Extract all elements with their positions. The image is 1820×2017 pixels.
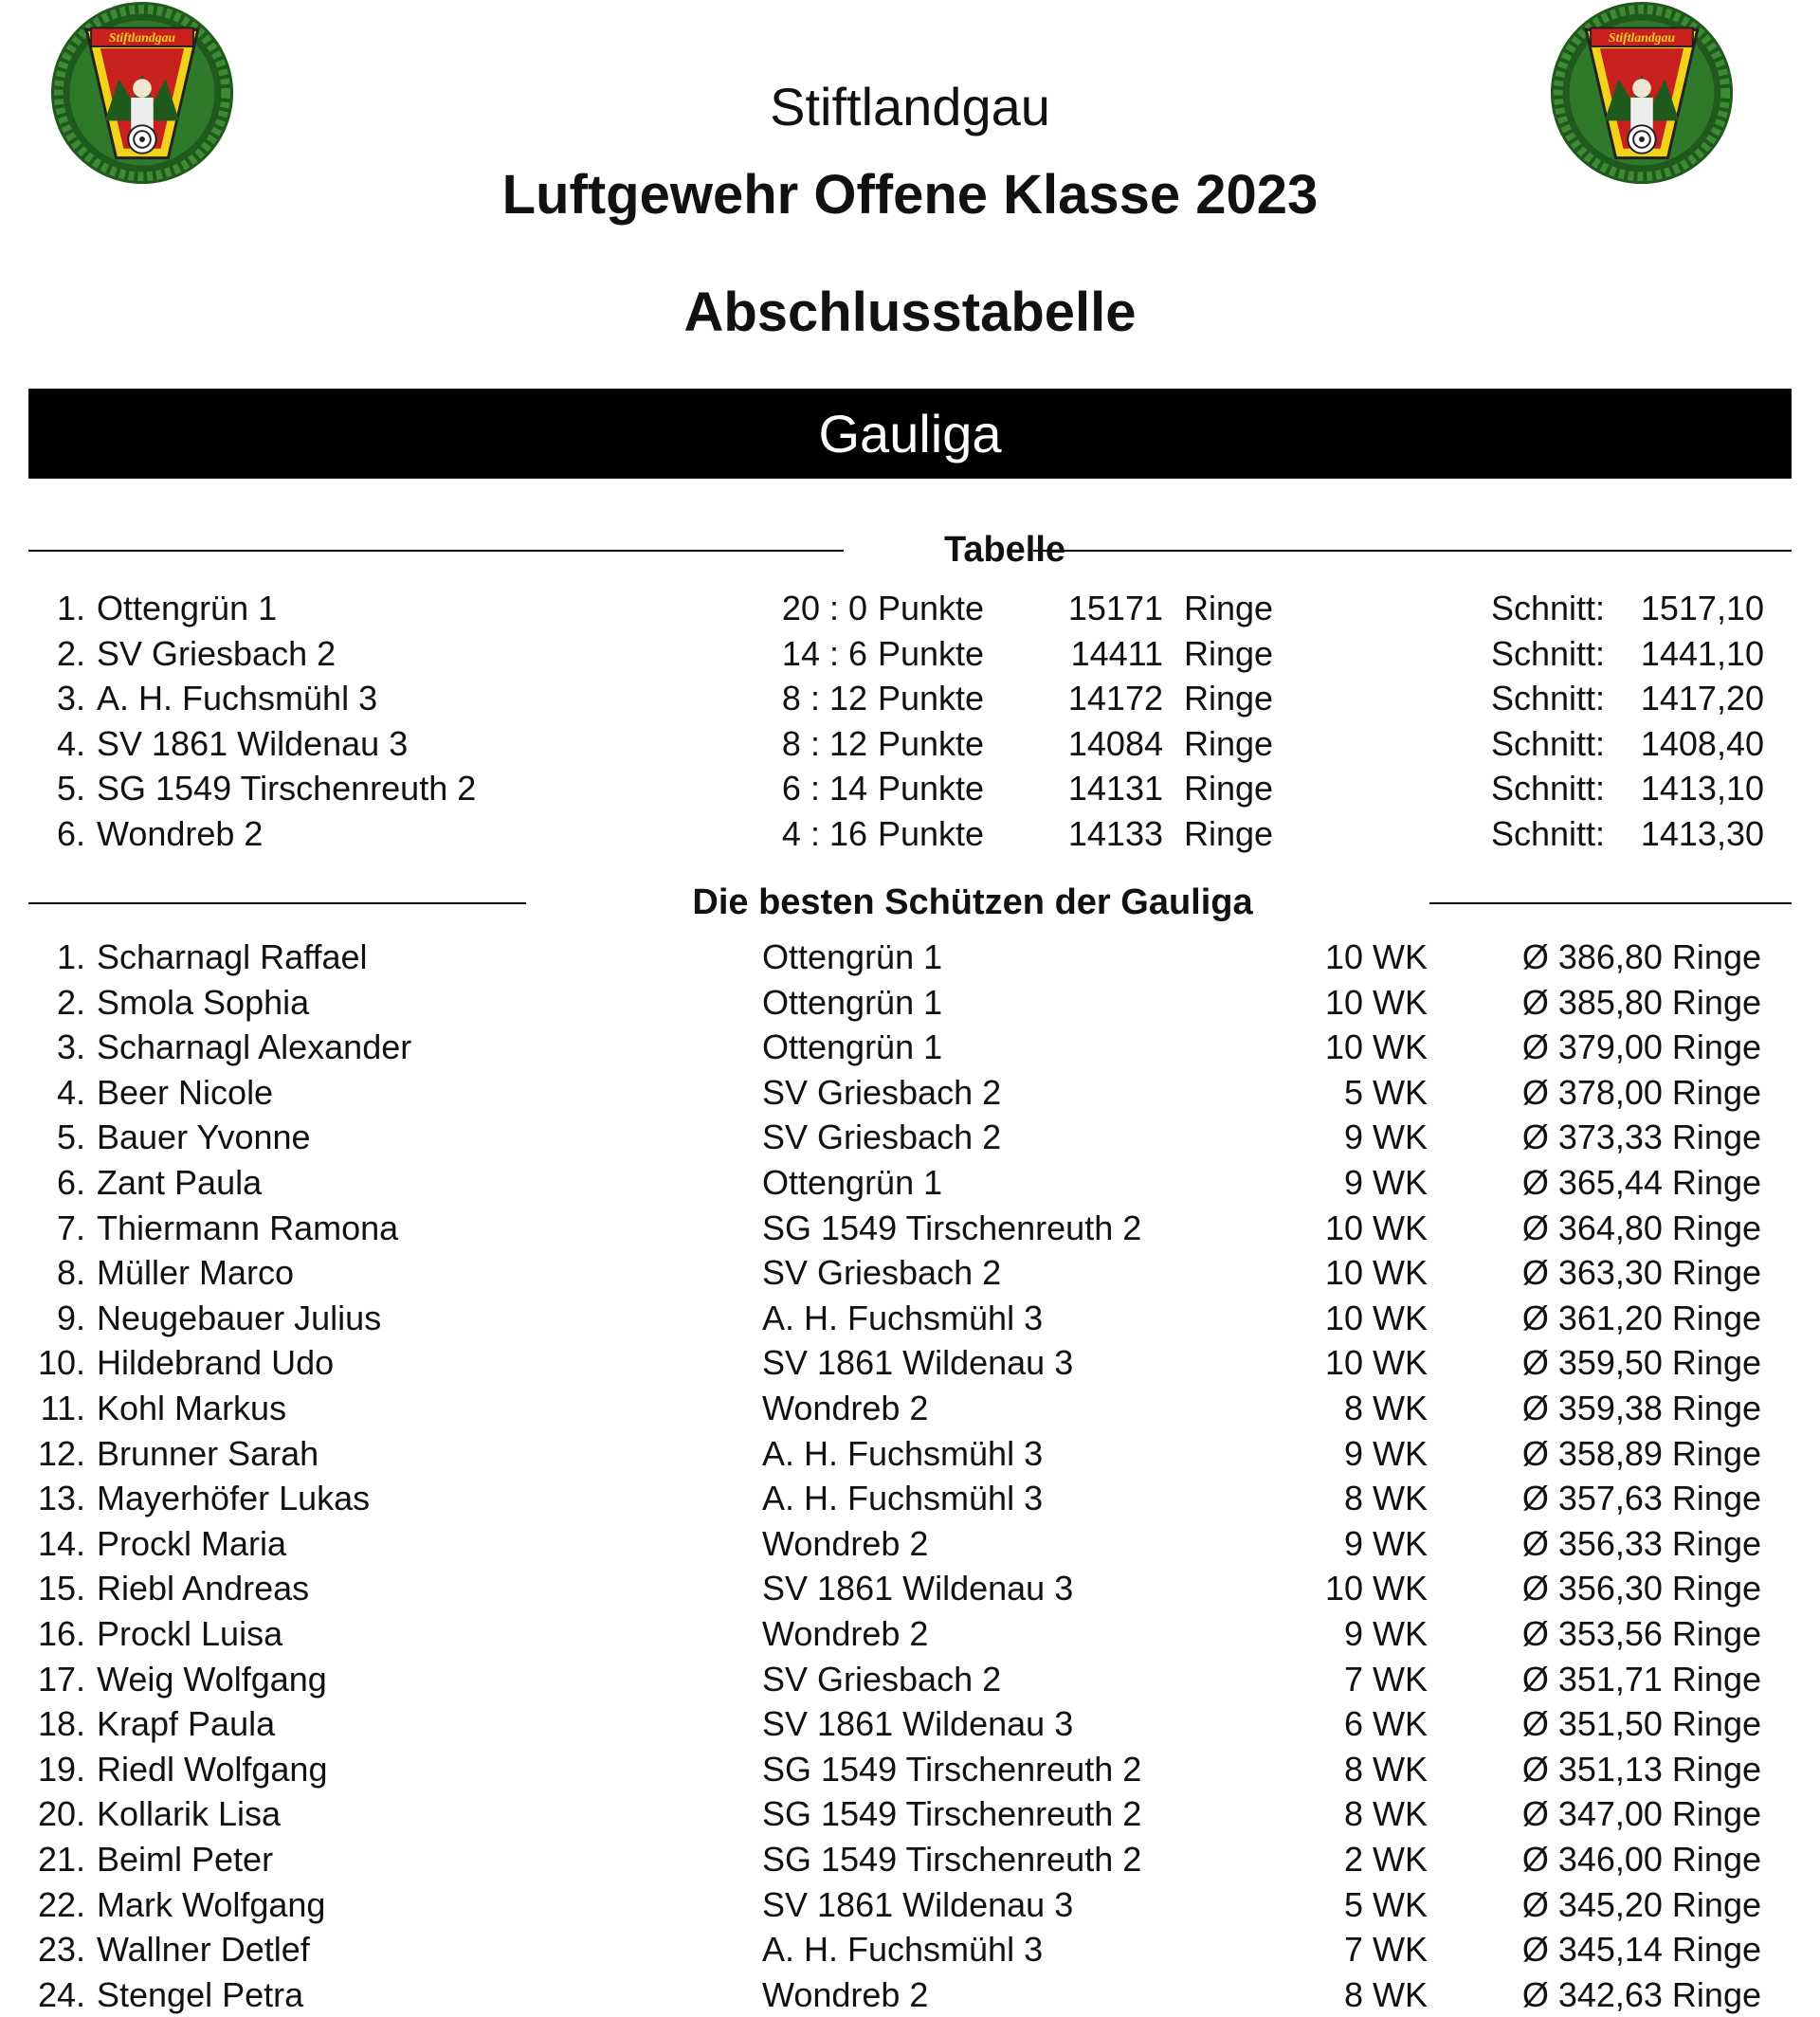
standings-heading: Tabelle	[943, 530, 1066, 570]
shooter-row	[0, 1025, 1820, 1069]
shooter-average: Ø 361,20 Ringe	[1521, 1298, 1761, 1337]
shooter-row	[0, 1160, 1820, 1205]
shooter-name: Mark Wolfgang	[97, 1884, 326, 1924]
shooter-competitions: 8 WK	[1343, 1749, 1428, 1789]
shooter-competitions: 7 WK	[1343, 1930, 1428, 1970]
team-name: SV 1861 Wildenau 3	[97, 723, 409, 763]
shooter-club: SV 1861 Wildenau 3	[762, 1884, 1074, 1924]
shooter-competitions: 5 WK	[1343, 1884, 1428, 1924]
shooter-average: Ø 345,20 Ringe	[1521, 1884, 1761, 1924]
shooter-name: Riebl Andreas	[97, 1569, 310, 1608]
team-average: 1517,10	[1640, 589, 1764, 627]
points-label: Punkte	[878, 589, 985, 627]
shooter-rank: 19.	[37, 1749, 85, 1789]
team-average: 1417,20	[1640, 679, 1764, 718]
shooter-average: Ø 351,50 Ringe	[1521, 1704, 1761, 1744]
team-rings: 14131	[1067, 769, 1163, 809]
shooter-competitions: 9 WK	[1343, 1433, 1428, 1473]
shooter-average: Ø 364,80 Ringe	[1521, 1208, 1761, 1247]
standings-row	[0, 766, 1820, 810]
shooter-name: Wallner Detlef	[97, 1930, 310, 1970]
team-name: Ottengrün 1	[97, 589, 278, 627]
shooter-name: Smola Sophia	[97, 982, 310, 1022]
shooter-club: Ottengrün 1	[762, 982, 943, 1022]
shooter-competitions: 10 WK	[1324, 982, 1428, 1022]
shooter-row	[0, 1206, 1820, 1250]
shooter-name: Kohl Markus	[97, 1389, 287, 1427]
shooter-row	[0, 1837, 1820, 1881]
shooter-average: Ø 357,63 Ringe	[1521, 1479, 1761, 1518]
shooter-average: Ø 351,13 Ringe	[1521, 1749, 1761, 1789]
shooter-name: Brunner Sarah	[97, 1433, 319, 1473]
team-average: 1408,40	[1640, 723, 1764, 763]
team-rank: 4.	[56, 723, 85, 763]
shooter-row	[0, 1747, 1820, 1791]
best-shooters-heading: Die besten Schützen der Gauliga	[692, 882, 1253, 922]
shooter-club: Wondreb 2	[762, 1974, 929, 2014]
shooter-row	[0, 1386, 1820, 1430]
shooter-club: SV 1861 Wildenau 3	[762, 1343, 1074, 1383]
competition-title: Luftgewehr Offene Klasse 2023	[501, 164, 1319, 226]
shooter-competitions: 10 WK	[1324, 1569, 1428, 1608]
shooter-name: Scharnagl Raffael	[97, 937, 368, 976]
shooter-name: Kollarik Lisa	[97, 1794, 282, 1834]
svg-text:Stiftlandgau: Stiftlandgau	[1608, 30, 1676, 45]
shooter-club: Ottengrün 1	[762, 1027, 943, 1067]
shooter-competitions: 8 WK	[1343, 1389, 1428, 1427]
team-points: 14 : 6	[781, 633, 867, 673]
shooter-club: A. H. Fuchsmühl 3	[762, 1479, 1044, 1518]
shooter-average: Ø 351,71 Ringe	[1521, 1659, 1761, 1699]
shooter-competitions: 6 WK	[1343, 1704, 1428, 1744]
shooter-competitions: 9 WK	[1343, 1614, 1428, 1653]
shooter-club: Wondreb 2	[762, 1614, 929, 1653]
shooter-rank: 20.	[37, 1794, 85, 1834]
standings-row	[0, 586, 1820, 630]
shooter-rank: 8.	[56, 1253, 85, 1293]
rings-label: Ringe	[1184, 589, 1274, 627]
shooter-rank: 17.	[37, 1659, 85, 1699]
shooter-average: Ø 347,00 Ringe	[1521, 1794, 1761, 1834]
points-label: Punkte	[878, 723, 985, 763]
shooter-rank: 2.	[56, 982, 85, 1022]
shooter-average: Ø 385,80 Ringe	[1521, 982, 1761, 1022]
points-label: Punkte	[878, 679, 985, 718]
standings-row	[0, 631, 1820, 676]
shooter-name: Beiml Peter	[97, 1840, 274, 1879]
team-name: A. H. Fuchsmühl 3	[97, 679, 378, 718]
shooter-club: SV 1861 Wildenau 3	[762, 1704, 1074, 1744]
team-points: 20 : 0	[781, 589, 867, 627]
shooter-competitions: 10 WK	[1324, 1253, 1428, 1293]
shooter-club: SG 1549 Tirschenreuth 2	[762, 1208, 1142, 1247]
average-label: Schnitt:	[1491, 679, 1606, 718]
shooter-average: Ø 342,63 Ringe	[1521, 1974, 1761, 2014]
shooter-average: Ø 356,33 Ringe	[1521, 1523, 1761, 1563]
team-name: SG 1549 Tirschenreuth 2	[97, 769, 477, 809]
shooter-name: Weig Wolfgang	[97, 1659, 327, 1699]
shooter-competitions: 5 WK	[1343, 1072, 1428, 1112]
shooter-rank: 11.	[40, 1389, 85, 1427]
team-rings: 15171	[1067, 589, 1163, 627]
average-label: Schnitt:	[1491, 814, 1606, 853]
shooter-rank: 23.	[37, 1930, 85, 1970]
shooter-row	[0, 1250, 1820, 1295]
team-average: 1413,10	[1640, 769, 1764, 809]
shooter-average: Ø 359,38 Ringe	[1521, 1389, 1761, 1427]
shooter-row	[0, 1521, 1820, 1566]
team-rank: 6.	[56, 814, 85, 853]
shooter-rank: 7.	[56, 1208, 85, 1247]
shooter-rank: 22.	[37, 1884, 85, 1924]
points-label: Punkte	[878, 814, 985, 853]
shooter-rank: 13.	[37, 1479, 85, 1518]
shooter-rank: 12.	[37, 1433, 85, 1473]
shooter-competitions: 10 WK	[1324, 937, 1428, 976]
shooter-row	[0, 1340, 1820, 1385]
team-rings: 14172	[1067, 679, 1163, 718]
shooter-club: SV 1861 Wildenau 3	[762, 1569, 1074, 1608]
shooter-club: Ottengrün 1	[762, 1163, 943, 1202]
shooter-club: SV Griesbach 2	[762, 1659, 1002, 1699]
rings-label: Ringe	[1184, 814, 1274, 853]
shooter-competitions: 9 WK	[1343, 1523, 1428, 1563]
shooter-row	[0, 1972, 1820, 2017]
team-points: 4 : 16	[781, 814, 867, 853]
shooter-row	[0, 1476, 1820, 1520]
shooter-competitions: 10 WK	[1324, 1027, 1428, 1067]
shooter-club: A. H. Fuchsmühl 3	[762, 1298, 1044, 1337]
rings-label: Ringe	[1184, 769, 1274, 809]
shooter-name: Neugebauer Julius	[97, 1298, 382, 1337]
shooter-row	[0, 1791, 1820, 1836]
shooter-club: SG 1549 Tirschenreuth 2	[762, 1840, 1142, 1879]
team-name: SV Griesbach 2	[97, 633, 337, 673]
shooter-average: Ø 345,14 Ringe	[1521, 1930, 1761, 1970]
shooter-average: Ø 378,00 Ringe	[1521, 1072, 1761, 1112]
shooter-row	[0, 1701, 1820, 1746]
shooter-row	[0, 1070, 1820, 1115]
shooter-club: SG 1549 Tirschenreuth 2	[762, 1749, 1142, 1789]
shooter-rank: 15.	[37, 1569, 85, 1608]
rings-label: Ringe	[1184, 633, 1274, 673]
shooter-name: Prockl Maria	[97, 1523, 287, 1563]
shooter-name: Riedl Wolfgang	[97, 1749, 328, 1789]
team-rings: 14133	[1067, 814, 1163, 853]
rings-label: Ringe	[1184, 679, 1274, 718]
shooter-row	[0, 1611, 1820, 1656]
shooter-row	[0, 980, 1820, 1025]
shooter-name: Stengel Petra	[97, 1974, 304, 2014]
shooter-rank: 16.	[37, 1614, 85, 1653]
average-label: Schnitt:	[1491, 633, 1606, 673]
shooter-average: Ø 365,44 Ringe	[1521, 1163, 1761, 1202]
shooter-rank: 24.	[37, 1974, 85, 2014]
team-rank: 5.	[56, 769, 85, 809]
shooter-rank: 1.	[56, 937, 85, 976]
rings-label: Ringe	[1184, 723, 1274, 763]
shooter-rank: 9.	[56, 1298, 85, 1337]
shooter-average: Ø 363,30 Ringe	[1521, 1253, 1761, 1293]
team-rank: 1.	[56, 589, 85, 627]
team-rank: 3.	[56, 679, 85, 718]
shooter-row	[0, 1115, 1820, 1159]
shooter-average: Ø 346,00 Ringe	[1521, 1840, 1761, 1879]
team-name: Wondreb 2	[97, 814, 264, 853]
shooter-competitions: 10 WK	[1324, 1343, 1428, 1383]
shooter-name: Bauer Yvonne	[97, 1118, 311, 1157]
shooter-club: A. H. Fuchsmühl 3	[762, 1433, 1044, 1473]
organization-title: Stiftlandgau	[770, 77, 1050, 136]
average-label: Schnitt:	[1491, 589, 1606, 627]
shooter-rank: 4.	[56, 1072, 85, 1112]
shooter-competitions: 7 WK	[1343, 1659, 1428, 1699]
shooter-row	[0, 1927, 1820, 1972]
team-rings: 14411	[1070, 633, 1163, 673]
shooter-competitions: 10 WK	[1324, 1208, 1428, 1247]
shooter-row	[0, 1296, 1820, 1340]
average-label: Schnitt:	[1491, 723, 1606, 763]
shooter-competitions: 2 WK	[1343, 1840, 1428, 1879]
shooter-club: SV Griesbach 2	[762, 1118, 1002, 1157]
shooter-competitions: 9 WK	[1343, 1163, 1428, 1202]
shooter-competitions: 10 WK	[1324, 1298, 1428, 1337]
shooter-rank: 10.	[37, 1343, 85, 1383]
shooter-rank: 5.	[56, 1118, 85, 1157]
shooter-row	[0, 935, 1820, 979]
shooter-average: Ø 386,80 Ringe	[1521, 937, 1761, 976]
shooter-average: Ø 373,33 Ringe	[1521, 1118, 1761, 1157]
team-points: 8 : 12	[781, 723, 867, 763]
standings-row	[0, 721, 1820, 766]
shooter-competitions: 8 WK	[1343, 1974, 1428, 2014]
shooter-club: A. H. Fuchsmühl 3	[762, 1930, 1044, 1970]
shooter-row	[0, 1657, 1820, 1701]
shooter-average: Ø 358,89 Ringe	[1521, 1433, 1761, 1473]
shooter-rank: 6.	[56, 1163, 85, 1202]
team-average: 1413,30	[1640, 814, 1764, 853]
team-points: 6 : 14	[781, 769, 867, 809]
team-average: 1441,10	[1640, 633, 1764, 673]
shooter-club: SV Griesbach 2	[762, 1072, 1002, 1112]
shooter-competitions: 8 WK	[1343, 1794, 1428, 1834]
shooter-row	[0, 1431, 1820, 1476]
shooter-club: Wondreb 2	[762, 1389, 929, 1427]
shooter-name: Hildebrand Udo	[97, 1343, 335, 1383]
shooter-name: Beer Nicole	[97, 1072, 274, 1112]
shooter-row	[0, 1566, 1820, 1610]
best-shooters-heading-row	[0, 879, 1820, 926]
shooter-rank: 18.	[37, 1704, 85, 1744]
league-banner: Gauliga	[28, 389, 1792, 479]
shooter-rank: 14.	[37, 1523, 85, 1563]
team-rank: 2.	[56, 633, 85, 673]
shooter-average: Ø 359,50 Ringe	[1521, 1343, 1761, 1383]
average-label: Schnitt:	[1491, 769, 1606, 809]
points-label: Punkte	[878, 633, 985, 673]
shooter-rank: 21.	[37, 1840, 85, 1879]
shooter-name: Scharnagl Alexander	[97, 1027, 412, 1067]
shooter-average: Ø 353,56 Ringe	[1521, 1614, 1761, 1653]
shooter-club: Wondreb 2	[762, 1523, 929, 1563]
shooter-name: Mayerhöfer Lukas	[97, 1479, 371, 1518]
points-label: Punkte	[878, 769, 985, 809]
shooter-name: Krapf Paula	[97, 1704, 276, 1744]
shooter-club: SG 1549 Tirschenreuth 2	[762, 1794, 1142, 1834]
document-title: Abschlusstabelle	[683, 282, 1137, 343]
shooter-name: Zant Paula	[97, 1163, 263, 1202]
standings-row	[0, 811, 1820, 856]
team-points: 8 : 12	[781, 679, 867, 718]
shooter-rank: 3.	[56, 1027, 85, 1067]
shooter-name: Thiermann Ramona	[97, 1208, 399, 1247]
shooter-average: Ø 379,00 Ringe	[1521, 1027, 1761, 1067]
standings-heading-row	[0, 526, 1820, 573]
shooter-competitions: 8 WK	[1343, 1479, 1428, 1518]
standings-row	[0, 676, 1820, 720]
shooter-average: Ø 356,30 Ringe	[1521, 1569, 1761, 1608]
shooter-club: SV Griesbach 2	[762, 1253, 1002, 1293]
shooter-row	[0, 1882, 1820, 1927]
team-rings: 14084	[1067, 723, 1163, 763]
shooter-competitions: 9 WK	[1343, 1118, 1428, 1157]
shooter-name: Prockl Luisa	[97, 1614, 283, 1653]
shooter-club: Ottengrün 1	[762, 937, 943, 976]
shooter-name: Müller Marco	[97, 1253, 295, 1293]
svg-text:Stiftlandgau: Stiftlandgau	[108, 30, 176, 45]
